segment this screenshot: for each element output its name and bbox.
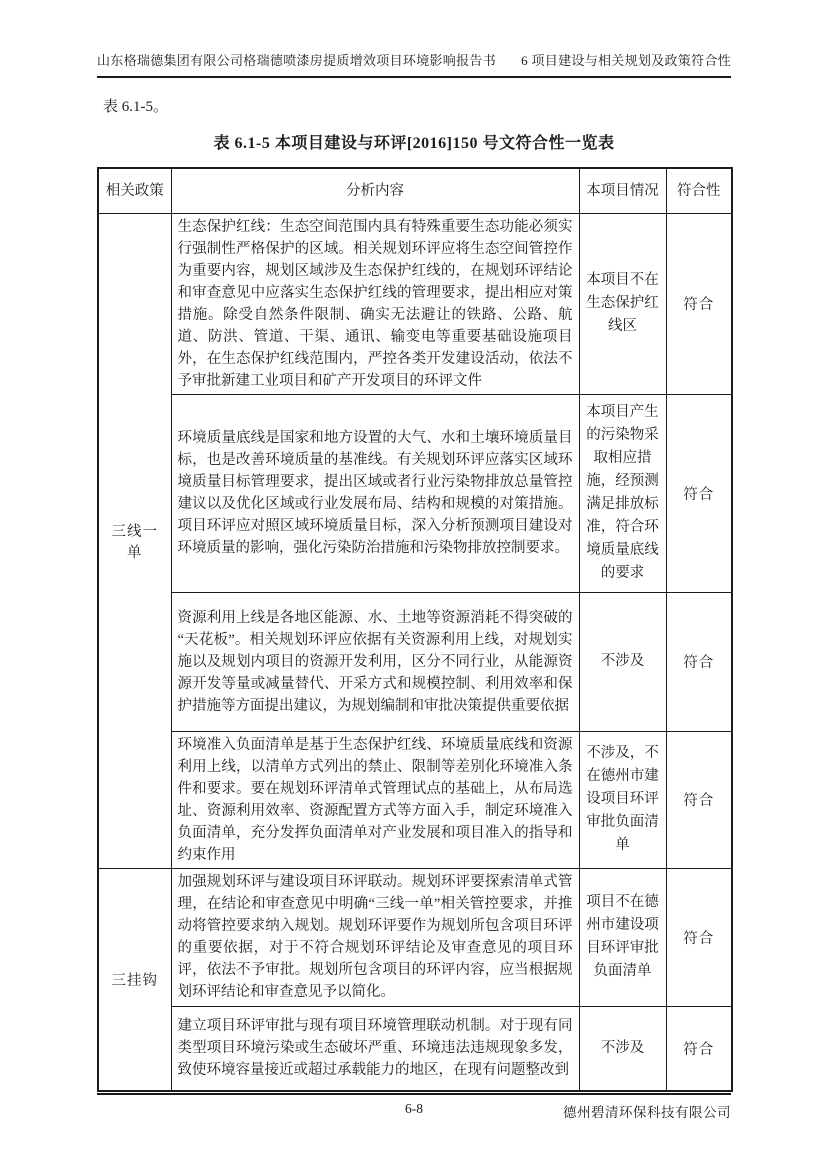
compliance-cell: 符合 (666, 1006, 732, 1091)
situation-cell: 本项目不在生态保护红线区 (579, 213, 666, 394)
page-footer (97, 1093, 731, 1127)
table-row (98, 592, 732, 731)
table-title: 表 6.1-5 本项目建设与环评[2016]150 号文符合性一览表 (213, 135, 615, 152)
situation-cell: 不涉及 (579, 592, 666, 731)
table-row (98, 213, 732, 394)
header-report-title: 山东格瑞德集团有限公司格瑞德喷漆房提质增效项目环境影响报告书 (97, 53, 497, 68)
table-row (98, 731, 732, 868)
document-page (97, 0, 731, 1169)
policy-cell-sanguagou: 三挂钩 (98, 868, 171, 1091)
compliance-table (97, 167, 733, 1092)
compliance-cell: 符合 (666, 731, 732, 868)
compliance-cell: 符合 (666, 868, 732, 1006)
table-header-row (98, 168, 732, 213)
table-row (98, 394, 732, 592)
page-header (97, 50, 731, 78)
situation-cell: 项目不在德州市建设项目环评审批负面清单 (579, 868, 666, 1006)
table-row (98, 868, 732, 1006)
analysis-cell: 生态保护红线：生态空间范围内具有特殊重要生态功能必须实行强制性严格保护的区域。相关规划环评应将生态空间管控作为重要内容，规划区域涉及生态保护红线的，在规划环评结论和审查意见中应落实生态保护红线的管理要求，提出相应对策措施。除受自然条件限制、确实无法避让的铁路、公路、航道、防洪、管道、干渠、通讯、输变电等重要基础设施项目外，在生态保护红线范围内，严控各类开发建设活动，依法不予审批新建工业项目和矿产开发项目的环评文件 (171, 213, 579, 394)
situation-cell: 本项目产生的污染物采取相应措施，经预测满足排放标准，符合环境质量底线的要求 (579, 394, 666, 592)
col-header-analysis: 分析内容 (171, 168, 579, 213)
header-chapter-title: 6 项目建设与相关规划及政策符合性 (521, 53, 731, 68)
analysis-cell: 环境质量底线是国家和地方设置的大气、水和土壤环境质量目标，也是改善环境质量的基准线。有关规划环评应落实区域环境质量目标管理要求，提出区域或者行业污染物排放总量管控建议以及优化区域或行业发展布局、结构和规模的对策措施。项目环评应对照区域环境质量目标，深入分析预测项目建设对环境质量的影响，强化污染防治措施和污染物排放控制要求。 (171, 394, 579, 592)
situation-cell: 不涉及，不在德州市建设项目环评审批负面清单 (579, 731, 666, 868)
situation-cell: 不涉及 (579, 1006, 666, 1091)
compliance-cell: 符合 (666, 592, 732, 731)
compliance-cell: 符合 (666, 213, 732, 394)
col-header-compliance: 符合性 (666, 168, 732, 213)
compliance-cell: 符合 (666, 394, 732, 592)
analysis-cell: 加强规划环评与建设项目环评联动。规划环评要探索清单式管理，在结论和审查意见中明确“三线一单”相关管控要求，并推动将管控要求纳入规划。规划环评要作为规划所包含项目环评的重要依据，对于不符合规划环评结论及审查意见的项目环评，依法不予审批。规划所包含项目的环评内容，应当根据规划环评结论和审查意见予以简化。 (171, 868, 579, 1006)
analysis-cell: 资源利用上线是各地区能源、水、土地等资源消耗不得突破的“天花板”。相关规划环评应依据有关资源利用上线，对规划实施以及规划内项目的资源开发利用，区分不同行业，从能源资源开发等量或减量替代、开采方式和规模控制、利用效率和保护措施等方面提出建议，为规划编制和审批决策提供重要依据 (171, 592, 579, 731)
col-header-policy: 相关政策 (98, 168, 171, 213)
footer-company: 德州碧清环保科技有限公司 (563, 1105, 731, 1120)
policy-cell-sanxianyidan: 三线一单 (98, 213, 171, 868)
col-header-situation: 本项目情况 (579, 168, 666, 213)
intro-text: 表 6.1-5。 (103, 99, 168, 115)
table-row (98, 1006, 732, 1091)
analysis-cell: 环境准入负面清单是基于生态保护红线、环境质量底线和资源利用上线，以清单方式列出的禁止、限制等差别化环境准入条件和要求。要在规划环评清单式管理试点的基础上，从布局选址、资源利用效率、资源配置方式等方面入手，制定环境准入负面清单，充分发挥负面清单对产业发展和项目准入的指导和约束作用 (171, 731, 579, 868)
page-number: 6-8 (405, 1101, 423, 1116)
analysis-cell: 建立项目环评审批与现有项目环境管理联动机制。对于现有同类型项目环境污染或生态破坏严重、环境违法违规现象多发，致使环境容量接近或超过承载能力的地区，在现有问题整改到 (171, 1006, 579, 1091)
